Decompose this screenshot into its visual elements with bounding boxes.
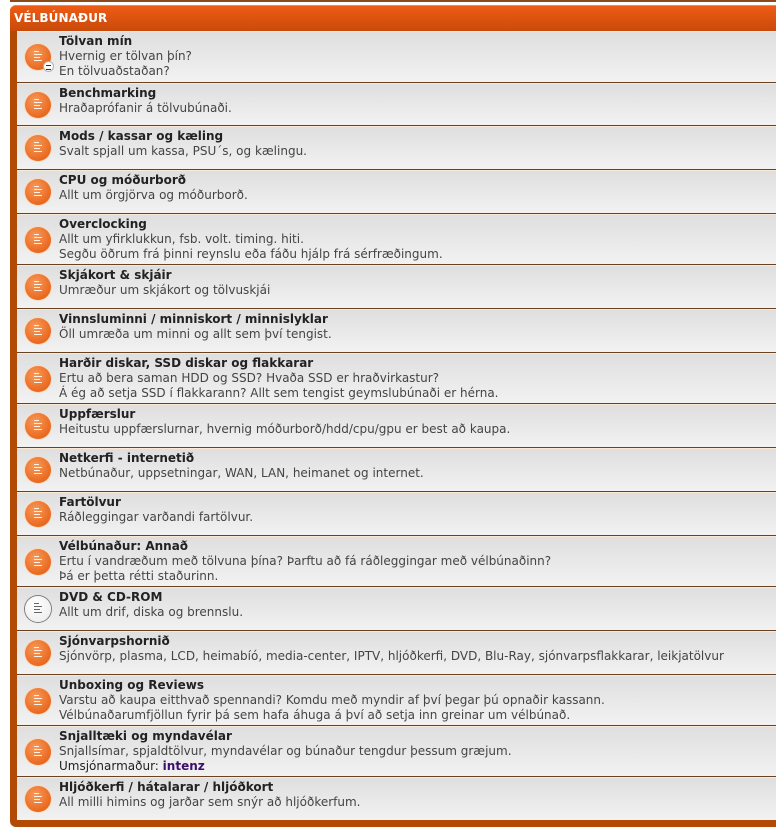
forum-description: Ertu að bera saman HDD og SSD? Hvaða SSD er hraðvirkastur?	[59, 371, 440, 385]
forum-icon	[25, 227, 51, 253]
forum-description: Hvernig er tölvan þín?	[59, 49, 192, 63]
forum-description: Varstu að kaupa eitthvað spennandi? Komdu með myndir af því þegar þú opnaðir kassann.	[59, 693, 605, 707]
forum-title-link[interactable]: Fartölvur	[59, 495, 121, 509]
forum-icon	[25, 688, 51, 714]
forum-description: Vélbúnaðarumfjöllun fyrir þá sem hafa áhuga á því að setja inn greinar um vélbúnað.	[59, 708, 571, 722]
subforum-badge-icon	[43, 61, 54, 72]
forum-description: Umræður um skjákort og tölvuskjái	[59, 283, 271, 297]
forum-subforum-icon	[25, 44, 51, 70]
forum-row-5	[17, 265, 776, 309]
forum-title-link[interactable]: Hljóðkerfi / hátalarar / hljóðkort	[59, 780, 274, 794]
forum-title-link[interactable]: Harðir diskar, SSD diskar og flakkarar	[59, 356, 314, 370]
top-divider	[10, 0, 776, 2]
document-icon	[34, 186, 42, 198]
forum-row-8	[17, 404, 776, 448]
document-icon	[34, 603, 42, 615]
forum-title-link[interactable]: Netkerfi - internetið	[59, 451, 195, 465]
document-icon	[34, 556, 42, 568]
forum-row-10	[17, 492, 776, 536]
forum-row-3	[17, 170, 776, 214]
forum-description: Svalt spjall um kassa, PSU´s, og kælingu.	[59, 144, 307, 158]
forum-title-link[interactable]: Uppfærslur	[59, 407, 136, 421]
forum-icon	[25, 179, 51, 205]
forum-title-link[interactable]: Tölvan mín	[59, 34, 133, 48]
forum-title-link[interactable]: Snjalltæki og myndavélar	[59, 729, 232, 743]
forum-description: Segðu öðrum frá þinni reynslu eða fáðu hjálp frá sérfræðingum.	[59, 247, 443, 261]
moderator-line	[59, 759, 776, 774]
forum-row-1	[17, 83, 776, 126]
forum-title-link[interactable]: Mods / kassar og kæling	[59, 129, 224, 143]
forum-title-link[interactable]: Benchmarking	[59, 86, 157, 100]
forum-title-link[interactable]: Skjákort & skjáir	[59, 268, 172, 282]
forum-description: Allt um drif, diska og brennslu.	[59, 605, 244, 619]
forum-icon	[25, 457, 51, 483]
forum-description: Allt um örgjörva og móðurborð.	[59, 188, 248, 202]
forum-icon	[25, 366, 51, 392]
category-header[interactable]	[10, 5, 776, 31]
forum-icon	[25, 318, 51, 344]
category-title[interactable]: VÉLBÚNAÐUR	[14, 11, 108, 25]
forum-row-14	[17, 675, 776, 726]
document-icon	[34, 746, 42, 758]
forum-description: Ertu í vandræðum með tölvuna þína? Þarftu að fá ráðleggingar með vélbúnaðinn?	[59, 554, 552, 568]
forum-title-link[interactable]: Vinnsluminni / minniskort / minnislyklar	[59, 312, 328, 326]
forum-icon	[25, 92, 51, 118]
document-icon	[34, 325, 42, 337]
forum-description: Öll umræða um minni og allt sem því tengist.	[59, 327, 332, 341]
forum-icon	[25, 501, 51, 527]
forum-title-link[interactable]: Vélbúnaður: Annað	[59, 539, 189, 553]
forum-row-16	[17, 777, 776, 820]
forum-icon	[25, 786, 51, 812]
forum-description: Hraðaprófanir á tölvubúnaði.	[59, 101, 232, 115]
moderator-label: Umsjónarmaður:	[59, 759, 159, 773]
forum-row-11	[17, 536, 776, 587]
forum-readonly-icon	[25, 596, 51, 622]
forum-row-2	[17, 126, 776, 170]
forum-icon	[25, 739, 51, 765]
document-icon	[34, 281, 42, 293]
document-icon	[34, 99, 42, 111]
forum-description: En tölvuaðstaðan?	[59, 64, 170, 78]
forum-title-link[interactable]: Unboxing og Reviews	[59, 678, 204, 692]
forum-description: Sjónvörp, plasma, LCD, heimabíó, media-center, IPTV, hljóðkerfi, DVD, Blu-Ray, sjónvarpsflakkarar, leikjatölvur	[59, 649, 724, 663]
forum-row-13	[17, 631, 776, 675]
forum-category-block	[10, 5, 776, 827]
forum-icon	[25, 135, 51, 161]
forum-row-7	[17, 353, 776, 404]
forum-row-15	[17, 726, 776, 777]
forum-description: Þá er þetta rétti staðurinn.	[59, 569, 219, 583]
forum-description: Ráðleggingar varðandi fartölvur.	[59, 510, 254, 524]
forum-title-link[interactable]: CPU og móðurborð	[59, 173, 186, 187]
forum-row-6	[17, 309, 776, 353]
forum-description: All milli himins og jarðar sem snýr að hljóðkerfum.	[59, 795, 361, 809]
document-icon	[34, 508, 42, 520]
document-icon	[34, 373, 42, 385]
document-icon	[34, 793, 42, 805]
forum-icon	[25, 640, 51, 666]
document-icon	[34, 464, 42, 476]
forum-description: Snjallsímar, spjaldtölvur, myndavélar og búnaður tengdur þessum græjum.	[59, 744, 512, 758]
forum-title-link[interactable]: Overclocking	[59, 217, 147, 231]
forum-list	[17, 31, 776, 820]
document-icon	[34, 647, 42, 659]
document-icon	[34, 695, 42, 707]
forum-description: Allt um yfirklukkun, fsb. volt. timing. hiti.	[59, 232, 304, 246]
forum-icon	[25, 274, 51, 300]
document-icon	[34, 234, 42, 246]
document-icon	[34, 420, 42, 432]
forum-icon	[25, 549, 51, 575]
forum-row-0	[17, 31, 776, 83]
forum-title-link[interactable]: Sjónvarpshornið	[59, 634, 170, 648]
forum-description: Á ég að setja SSD í flakkarann? Allt sem tengist geymslubúnaði er hérna.	[59, 386, 499, 400]
forum-description: Heitustu uppfærslurnar, hvernig móðurborð/hdd/cpu/gpu er best að kaupa.	[59, 422, 511, 436]
document-icon	[34, 142, 42, 154]
forum-icon	[25, 413, 51, 439]
moderator-link[interactable]: intenz	[162, 759, 205, 773]
forum-title-link[interactable]: DVD & CD-ROM	[59, 590, 163, 604]
document-icon	[34, 51, 42, 63]
forum-row-4	[17, 214, 776, 265]
forum-description: Netbúnaður, uppsetningar, WAN, LAN, heimanet og internet.	[59, 466, 424, 480]
forum-row-12	[17, 587, 776, 631]
forum-row-9	[17, 448, 776, 492]
